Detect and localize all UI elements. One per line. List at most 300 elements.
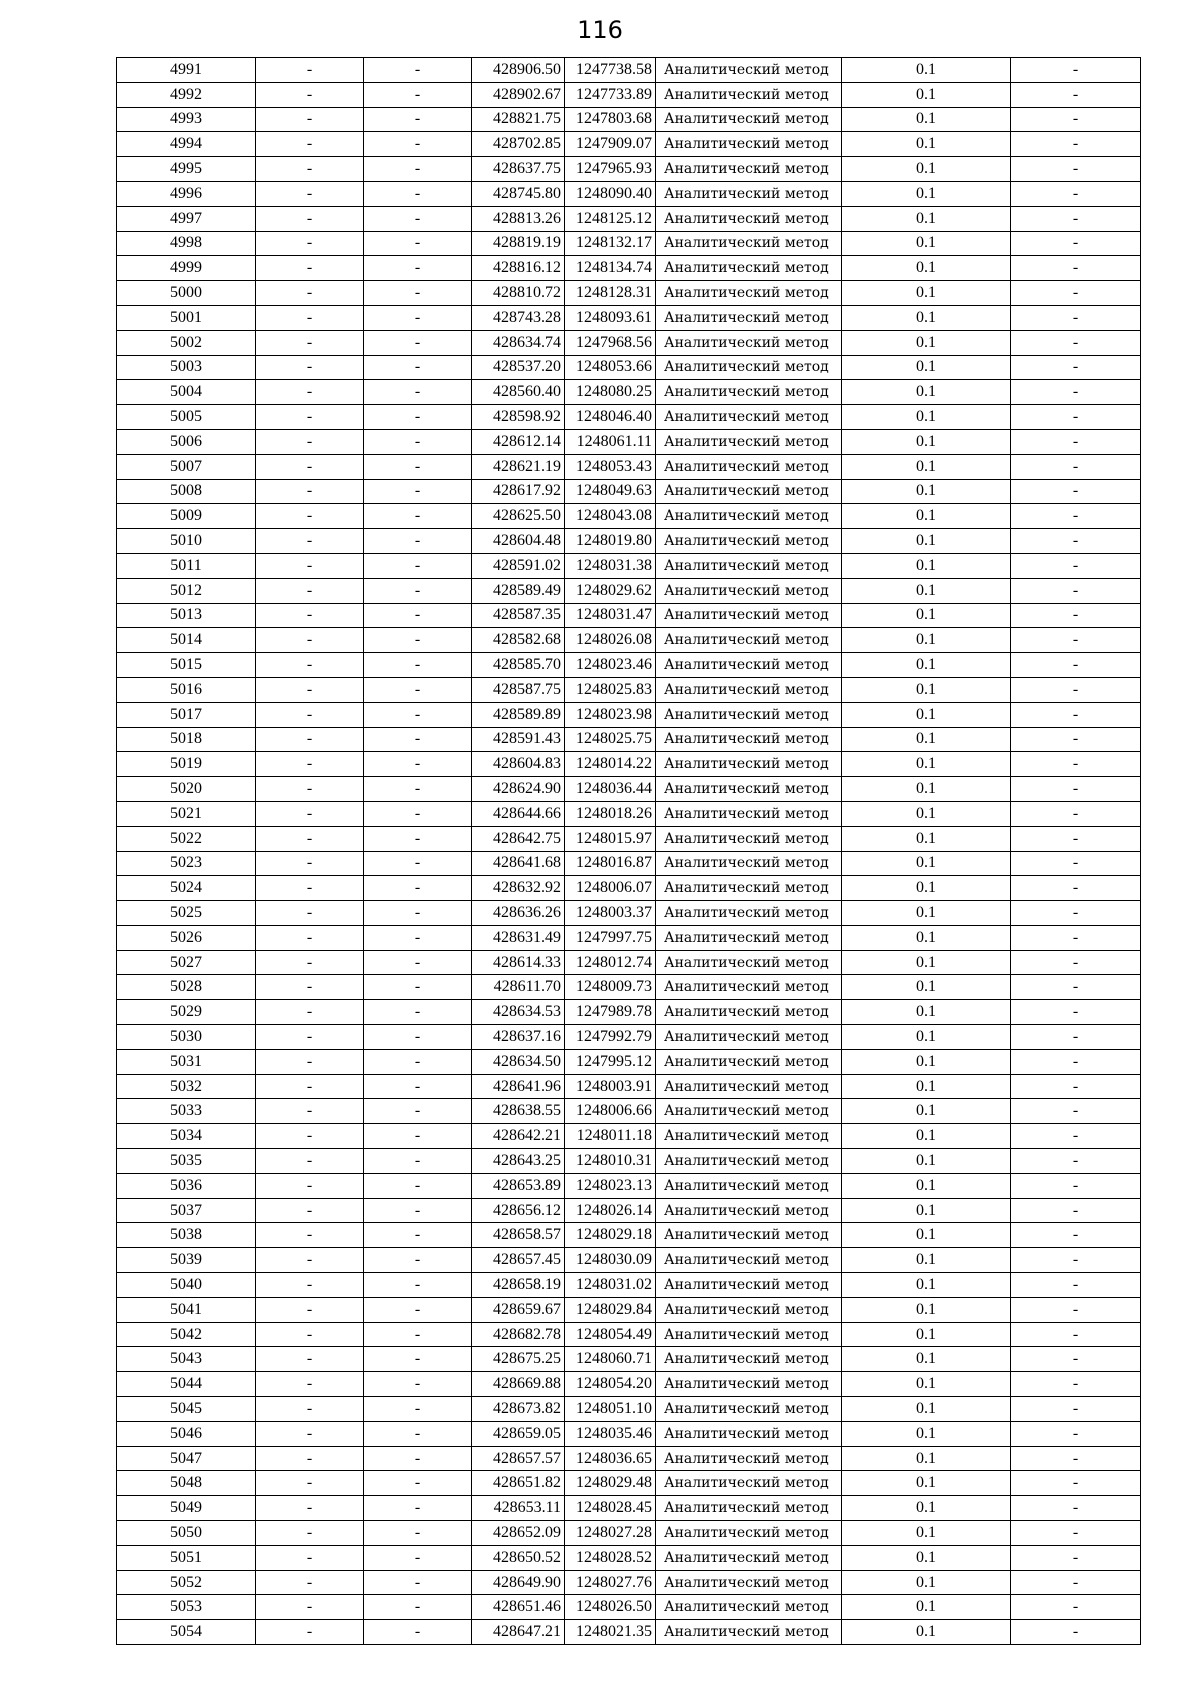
dash-cell: - (364, 231, 472, 256)
x-coordinate-cell: 428650.52 (472, 1545, 565, 1570)
dash-cell: - (364, 1496, 472, 1521)
point-number-cell: 5020 (117, 777, 256, 802)
dash-cell: - (364, 1198, 472, 1223)
dash-cell: - (256, 305, 364, 330)
x-coordinate-cell: 428537.20 (472, 355, 565, 380)
y-coordinate-cell: 1248011.18 (565, 1124, 656, 1149)
x-coordinate-cell: 428641.96 (472, 1074, 565, 1099)
point-number-cell: 5028 (117, 975, 256, 1000)
accuracy-cell: 0.1 (842, 1248, 1011, 1273)
dash-cell: - (256, 1397, 364, 1422)
table-row (117, 181, 1141, 206)
dash-cell: - (1011, 1397, 1141, 1422)
accuracy-cell: 0.1 (842, 603, 1011, 628)
dash-cell: - (364, 132, 472, 157)
dash-cell: - (1011, 355, 1141, 380)
y-coordinate-cell: 1248053.43 (565, 454, 656, 479)
method-cell: Аналитический метод (656, 107, 842, 132)
table-row (117, 479, 1141, 504)
table-row (117, 206, 1141, 231)
accuracy-cell: 0.1 (842, 1049, 1011, 1074)
point-number-cell: 5053 (117, 1595, 256, 1620)
dash-cell: - (364, 1149, 472, 1174)
y-coordinate-cell: 1247803.68 (565, 107, 656, 132)
accuracy-cell: 0.1 (842, 1149, 1011, 1174)
point-number-cell: 5045 (117, 1397, 256, 1422)
accuracy-cell: 0.1 (842, 1099, 1011, 1124)
y-coordinate-cell: 1248006.66 (565, 1099, 656, 1124)
dash-cell: - (1011, 1173, 1141, 1198)
accuracy-cell: 0.1 (842, 107, 1011, 132)
dash-cell: - (1011, 479, 1141, 504)
y-coordinate-cell: 1247738.58 (565, 58, 656, 83)
dash-cell: - (256, 181, 364, 206)
table-row (117, 82, 1141, 107)
y-coordinate-cell: 1248012.74 (565, 950, 656, 975)
dash-cell: - (256, 677, 364, 702)
dash-cell: - (364, 727, 472, 752)
dash-cell: - (256, 330, 364, 355)
table-row (117, 1595, 1141, 1620)
dash-cell: - (364, 1099, 472, 1124)
dash-cell: - (256, 1000, 364, 1025)
dash-cell: - (1011, 1496, 1141, 1521)
y-coordinate-cell: 1248014.22 (565, 752, 656, 777)
dash-cell: - (1011, 504, 1141, 529)
dash-cell: - (256, 429, 364, 454)
dash-cell: - (256, 1025, 364, 1050)
x-coordinate-cell: 428653.11 (472, 1496, 565, 1521)
dash-cell: - (364, 429, 472, 454)
method-cell: Аналитический метод (656, 1570, 842, 1595)
accuracy-cell: 0.1 (842, 504, 1011, 529)
dash-cell: - (1011, 1198, 1141, 1223)
x-coordinate-cell: 428682.78 (472, 1322, 565, 1347)
dash-cell: - (1011, 529, 1141, 554)
dash-cell: - (256, 206, 364, 231)
point-number-cell: 5043 (117, 1347, 256, 1372)
accuracy-cell: 0.1 (842, 1397, 1011, 1422)
y-coordinate-cell: 1248046.40 (565, 405, 656, 430)
dash-cell: - (256, 578, 364, 603)
dash-cell: - (364, 1347, 472, 1372)
x-coordinate-cell: 428643.25 (472, 1149, 565, 1174)
y-coordinate-cell: 1248029.62 (565, 578, 656, 603)
dash-cell: - (364, 454, 472, 479)
dash-cell: - (1011, 132, 1141, 157)
accuracy-cell: 0.1 (842, 950, 1011, 975)
x-coordinate-cell: 428589.49 (472, 578, 565, 603)
dash-cell: - (256, 380, 364, 405)
point-number-cell: 5041 (117, 1297, 256, 1322)
y-coordinate-cell: 1248026.50 (565, 1595, 656, 1620)
x-coordinate-cell: 428631.49 (472, 925, 565, 950)
dash-cell: - (256, 281, 364, 306)
dash-cell: - (364, 1620, 472, 1645)
point-number-cell: 5021 (117, 801, 256, 826)
y-coordinate-cell: 1248030.09 (565, 1248, 656, 1273)
method-cell: Аналитический метод (656, 82, 842, 107)
accuracy-cell: 0.1 (842, 851, 1011, 876)
table-row (117, 1248, 1141, 1273)
y-coordinate-cell: 1248026.08 (565, 628, 656, 653)
point-number-cell: 5042 (117, 1322, 256, 1347)
x-coordinate-cell: 428810.72 (472, 281, 565, 306)
point-number-cell: 5026 (117, 925, 256, 950)
method-cell: Аналитический метод (656, 1297, 842, 1322)
dash-cell: - (1011, 1049, 1141, 1074)
y-coordinate-cell: 1248029.18 (565, 1223, 656, 1248)
x-coordinate-cell: 428634.74 (472, 330, 565, 355)
dash-cell: - (256, 975, 364, 1000)
dash-cell: - (364, 1471, 472, 1496)
table-row (117, 529, 1141, 554)
accuracy-cell: 0.1 (842, 578, 1011, 603)
point-number-cell: 5039 (117, 1248, 256, 1273)
dash-cell: - (364, 1049, 472, 1074)
point-number-cell: 5019 (117, 752, 256, 777)
dash-cell: - (256, 504, 364, 529)
x-coordinate-cell: 428637.75 (472, 157, 565, 182)
point-number-cell: 5047 (117, 1446, 256, 1471)
dash-cell: - (364, 1446, 472, 1471)
y-coordinate-cell: 1248003.91 (565, 1074, 656, 1099)
dash-cell: - (364, 529, 472, 554)
dash-cell: - (364, 1595, 472, 1620)
x-coordinate-cell: 428625.50 (472, 504, 565, 529)
table-row (117, 1297, 1141, 1322)
dash-cell: - (364, 578, 472, 603)
x-coordinate-cell: 428611.70 (472, 975, 565, 1000)
dash-cell: - (256, 553, 364, 578)
y-coordinate-cell: 1248043.08 (565, 504, 656, 529)
method-cell: Аналитический метод (656, 727, 842, 752)
dash-cell: - (1011, 851, 1141, 876)
dash-cell: - (256, 1570, 364, 1595)
x-coordinate-cell: 428658.57 (472, 1223, 565, 1248)
dash-cell: - (364, 479, 472, 504)
table-row (117, 653, 1141, 678)
point-number-cell: 5009 (117, 504, 256, 529)
method-cell: Аналитический метод (656, 256, 842, 281)
table-row (117, 975, 1141, 1000)
dash-cell: - (256, 925, 364, 950)
x-coordinate-cell: 428651.46 (472, 1595, 565, 1620)
dash-cell: - (1011, 653, 1141, 678)
dash-cell: - (364, 826, 472, 851)
method-cell: Аналитический метод (656, 1595, 842, 1620)
dash-cell: - (364, 901, 472, 926)
accuracy-cell: 0.1 (842, 1347, 1011, 1372)
x-coordinate-cell: 428634.50 (472, 1049, 565, 1074)
y-coordinate-cell: 1248023.46 (565, 653, 656, 678)
dash-cell: - (364, 504, 472, 529)
table-row (117, 553, 1141, 578)
accuracy-cell: 0.1 (842, 1074, 1011, 1099)
accuracy-cell: 0.1 (842, 1446, 1011, 1471)
x-coordinate-cell: 428657.45 (472, 1248, 565, 1273)
dash-cell: - (256, 901, 364, 926)
y-coordinate-cell: 1248080.25 (565, 380, 656, 405)
x-coordinate-cell: 428637.16 (472, 1025, 565, 1050)
accuracy-cell: 0.1 (842, 1372, 1011, 1397)
point-number-cell: 5033 (117, 1099, 256, 1124)
accuracy-cell: 0.1 (842, 305, 1011, 330)
table-row (117, 256, 1141, 281)
table-row (117, 1099, 1141, 1124)
y-coordinate-cell: 1248035.46 (565, 1421, 656, 1446)
method-cell: Аналитический метод (656, 1198, 842, 1223)
method-cell: Аналитический метод (656, 405, 842, 430)
method-cell: Аналитический метод (656, 132, 842, 157)
accuracy-cell: 0.1 (842, 429, 1011, 454)
y-coordinate-cell: 1248060.71 (565, 1347, 656, 1372)
dash-cell: - (1011, 1620, 1141, 1645)
table-row (117, 727, 1141, 752)
method-cell: Аналитический метод (656, 901, 842, 926)
accuracy-cell: 0.1 (842, 1570, 1011, 1595)
method-cell: Аналитический метод (656, 479, 842, 504)
dash-cell: - (1011, 1471, 1141, 1496)
y-coordinate-cell: 1248054.20 (565, 1372, 656, 1397)
table-row (117, 801, 1141, 826)
table-row (117, 777, 1141, 802)
dash-cell: - (256, 1347, 364, 1372)
method-cell: Аналитический метод (656, 1322, 842, 1347)
point-number-cell: 5032 (117, 1074, 256, 1099)
method-cell: Аналитический метод (656, 305, 842, 330)
dash-cell: - (256, 752, 364, 777)
dash-cell: - (1011, 950, 1141, 975)
method-cell: Аналитический метод (656, 330, 842, 355)
x-coordinate-cell: 428642.21 (472, 1124, 565, 1149)
table-row (117, 851, 1141, 876)
table-row (117, 1000, 1141, 1025)
accuracy-cell: 0.1 (842, 826, 1011, 851)
method-cell: Аналитический метод (656, 1248, 842, 1273)
y-coordinate-cell: 1248054.49 (565, 1322, 656, 1347)
x-coordinate-cell: 428653.89 (472, 1173, 565, 1198)
dash-cell: - (1011, 1521, 1141, 1546)
dash-cell: - (364, 107, 472, 132)
y-coordinate-cell: 1248018.26 (565, 801, 656, 826)
dash-cell: - (364, 1545, 472, 1570)
dash-cell: - (1011, 1446, 1141, 1471)
dash-cell: - (364, 1372, 472, 1397)
accuracy-cell: 0.1 (842, 330, 1011, 355)
y-coordinate-cell: 1248053.66 (565, 355, 656, 380)
table-row (117, 380, 1141, 405)
dash-cell: - (364, 876, 472, 901)
dash-cell: - (1011, 206, 1141, 231)
dash-cell: - (364, 305, 472, 330)
dash-cell: - (1011, 380, 1141, 405)
table-row (117, 504, 1141, 529)
point-number-cell: 4991 (117, 58, 256, 83)
y-coordinate-cell: 1248027.28 (565, 1521, 656, 1546)
y-coordinate-cell: 1248031.47 (565, 603, 656, 628)
dash-cell: - (1011, 157, 1141, 182)
accuracy-cell: 0.1 (842, 58, 1011, 83)
method-cell: Аналитический метод (656, 1025, 842, 1050)
point-number-cell: 5016 (117, 677, 256, 702)
accuracy-cell: 0.1 (842, 281, 1011, 306)
x-coordinate-cell: 428604.48 (472, 529, 565, 554)
method-cell: Аналитический метод (656, 1074, 842, 1099)
x-coordinate-cell: 428641.68 (472, 851, 565, 876)
dash-cell: - (256, 826, 364, 851)
x-coordinate-cell: 428902.67 (472, 82, 565, 107)
point-number-cell: 5036 (117, 1173, 256, 1198)
dash-cell: - (1011, 1248, 1141, 1273)
method-cell: Аналитический метод (656, 1124, 842, 1149)
dash-cell: - (1011, 1025, 1141, 1050)
dash-cell: - (256, 1620, 364, 1645)
x-coordinate-cell: 428658.19 (472, 1273, 565, 1298)
y-coordinate-cell: 1247968.56 (565, 330, 656, 355)
method-cell: Аналитический метод (656, 1446, 842, 1471)
accuracy-cell: 0.1 (842, 628, 1011, 653)
dash-cell: - (364, 405, 472, 430)
x-coordinate-cell: 428743.28 (472, 305, 565, 330)
dash-cell: - (1011, 1074, 1141, 1099)
method-cell: Аналитический метод (656, 429, 842, 454)
accuracy-cell: 0.1 (842, 975, 1011, 1000)
x-coordinate-cell: 428587.35 (472, 603, 565, 628)
accuracy-cell: 0.1 (842, 1521, 1011, 1546)
dash-cell: - (1011, 901, 1141, 926)
accuracy-cell: 0.1 (842, 1595, 1011, 1620)
accuracy-cell: 0.1 (842, 553, 1011, 578)
accuracy-cell: 0.1 (842, 1025, 1011, 1050)
point-number-cell: 4994 (117, 132, 256, 157)
dash-cell: - (364, 82, 472, 107)
y-coordinate-cell: 1248132.17 (565, 231, 656, 256)
dash-cell: - (364, 1000, 472, 1025)
y-coordinate-cell: 1248003.37 (565, 901, 656, 926)
table-row (117, 677, 1141, 702)
y-coordinate-cell: 1247995.12 (565, 1049, 656, 1074)
table-row (117, 1446, 1141, 1471)
point-number-cell: 5044 (117, 1372, 256, 1397)
dash-cell: - (1011, 578, 1141, 603)
point-number-cell: 4996 (117, 181, 256, 206)
dash-cell: - (1011, 1149, 1141, 1174)
dash-cell: - (364, 206, 472, 231)
dash-cell: - (1011, 256, 1141, 281)
method-cell: Аналитический метод (656, 281, 842, 306)
dash-cell: - (364, 1322, 472, 1347)
y-coordinate-cell: 1248023.98 (565, 702, 656, 727)
table-row (117, 1570, 1141, 1595)
table-row (117, 157, 1141, 182)
dash-cell: - (256, 1149, 364, 1174)
dash-cell: - (1011, 1570, 1141, 1595)
x-coordinate-cell: 428560.40 (472, 380, 565, 405)
point-number-cell: 5003 (117, 355, 256, 380)
method-cell: Аналитический метод (656, 1099, 842, 1124)
y-coordinate-cell: 1248031.02 (565, 1273, 656, 1298)
dash-cell: - (364, 157, 472, 182)
dash-cell: - (1011, 454, 1141, 479)
dash-cell: - (256, 1124, 364, 1149)
point-number-cell: 5035 (117, 1149, 256, 1174)
dash-cell: - (256, 529, 364, 554)
accuracy-cell: 0.1 (842, 206, 1011, 231)
y-coordinate-cell: 1248023.13 (565, 1173, 656, 1198)
accuracy-cell: 0.1 (842, 529, 1011, 554)
accuracy-cell: 0.1 (842, 454, 1011, 479)
method-cell: Аналитический метод (656, 454, 842, 479)
table-row (117, 330, 1141, 355)
method-cell: Аналитический метод (656, 578, 842, 603)
dash-cell: - (1011, 281, 1141, 306)
dash-cell: - (1011, 1545, 1141, 1570)
method-cell: Аналитический метод (656, 1545, 842, 1570)
method-cell: Аналитический метод (656, 58, 842, 83)
y-coordinate-cell: 1248027.76 (565, 1570, 656, 1595)
method-cell: Аналитический метод (656, 876, 842, 901)
x-coordinate-cell: 428604.83 (472, 752, 565, 777)
point-number-cell: 5027 (117, 950, 256, 975)
x-coordinate-cell: 428587.75 (472, 677, 565, 702)
dash-cell: - (1011, 1322, 1141, 1347)
x-coordinate-cell: 428617.92 (472, 479, 565, 504)
x-coordinate-cell: 428591.43 (472, 727, 565, 752)
method-cell: Аналитический метод (656, 529, 842, 554)
x-coordinate-cell: 428657.57 (472, 1446, 565, 1471)
y-coordinate-cell: 1248125.12 (565, 206, 656, 231)
x-coordinate-cell: 428612.14 (472, 429, 565, 454)
dash-cell: - (364, 603, 472, 628)
point-number-cell: 5010 (117, 529, 256, 554)
dash-cell: - (256, 1322, 364, 1347)
y-coordinate-cell: 1248093.61 (565, 305, 656, 330)
table-row (117, 1049, 1141, 1074)
accuracy-cell: 0.1 (842, 1620, 1011, 1645)
dash-cell: - (364, 1570, 472, 1595)
dash-cell: - (1011, 628, 1141, 653)
point-number-cell: 5049 (117, 1496, 256, 1521)
method-cell: Аналитический метод (656, 380, 842, 405)
x-coordinate-cell: 428816.12 (472, 256, 565, 281)
x-coordinate-cell: 428659.67 (472, 1297, 565, 1322)
point-number-cell: 5023 (117, 851, 256, 876)
method-cell: Аналитический метод (656, 1347, 842, 1372)
table-row (117, 1149, 1141, 1174)
x-coordinate-cell: 428821.75 (472, 107, 565, 132)
y-coordinate-cell: 1248031.38 (565, 553, 656, 578)
dash-cell: - (364, 851, 472, 876)
point-number-cell: 5022 (117, 826, 256, 851)
x-coordinate-cell: 428585.70 (472, 653, 565, 678)
coordinates-table-body (117, 58, 1141, 1645)
dash-cell: - (364, 1248, 472, 1273)
point-number-cell: 5004 (117, 380, 256, 405)
point-number-cell: 5005 (117, 405, 256, 430)
point-number-cell: 4997 (117, 206, 256, 231)
dash-cell: - (256, 1496, 364, 1521)
dash-cell: - (256, 702, 364, 727)
dash-cell: - (364, 256, 472, 281)
x-coordinate-cell: 428644.66 (472, 801, 565, 826)
dash-cell: - (1011, 181, 1141, 206)
table-row (117, 702, 1141, 727)
y-coordinate-cell: 1248036.65 (565, 1446, 656, 1471)
accuracy-cell: 0.1 (842, 1297, 1011, 1322)
x-coordinate-cell: 428651.82 (472, 1471, 565, 1496)
y-coordinate-cell: 1248090.40 (565, 181, 656, 206)
